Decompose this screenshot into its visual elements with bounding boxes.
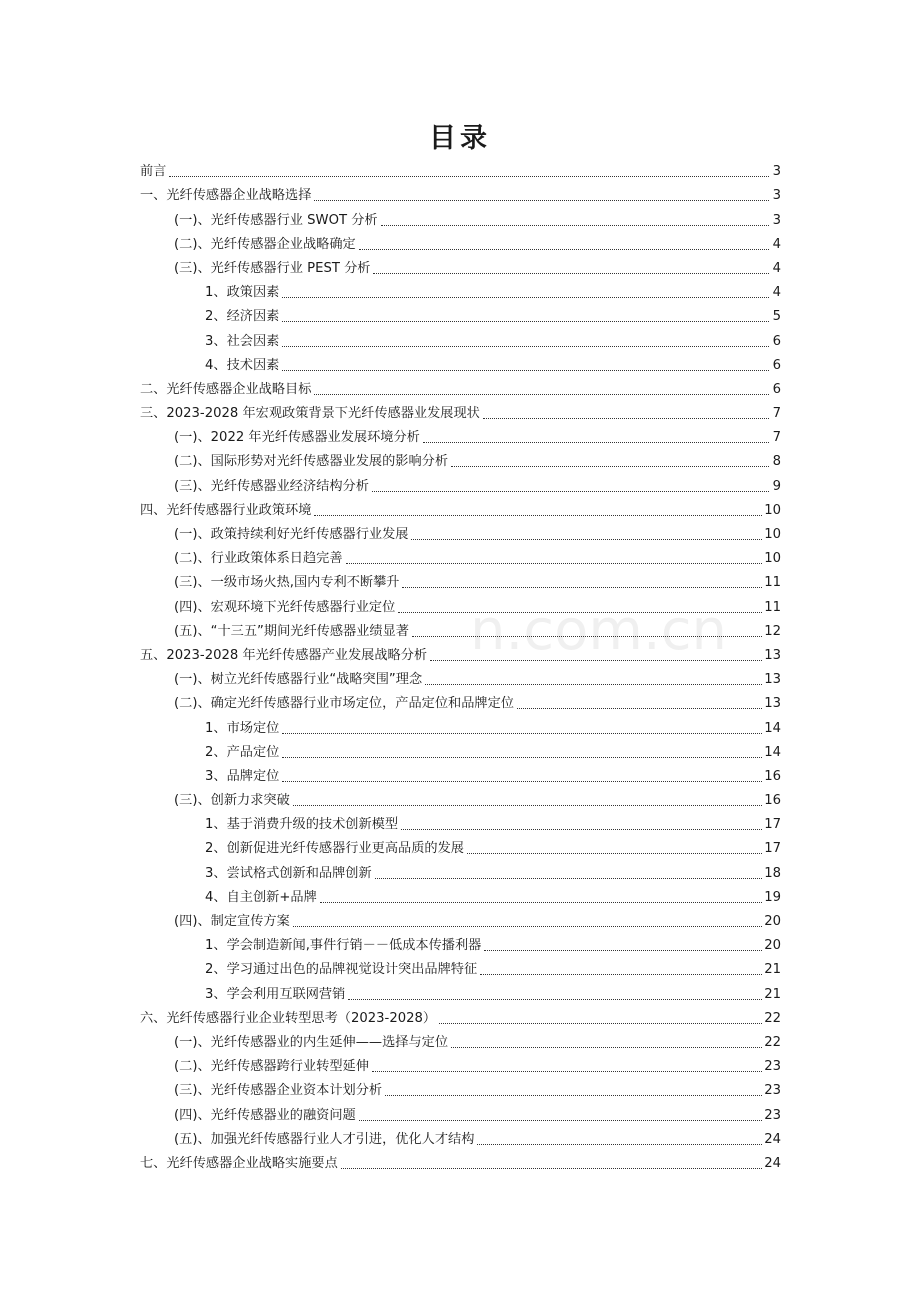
toc-entry-page-number: 11 — [764, 599, 781, 615]
toc-entry[interactable] — [140, 1075, 781, 1099]
toc-dot-leader — [402, 587, 762, 588]
toc-dot-leader — [372, 491, 769, 492]
toc-entry[interactable] — [140, 277, 781, 301]
toc-entry-page-number: 4 — [772, 285, 781, 301]
toc-entry-label: (五)、加强光纤传感器行业人才引进，优化人才结构 — [174, 1131, 475, 1147]
toc-dot-leader — [477, 1144, 762, 1145]
toc-dot-leader — [411, 539, 762, 540]
toc-dot-leader — [467, 853, 762, 854]
toc-entry-page-number: 24 — [764, 1155, 781, 1171]
toc-entry-label: (三)、光纤传感器行业 PEST 分析 — [174, 260, 371, 276]
toc-entry-page-number: 10 — [764, 551, 781, 567]
toc-entry[interactable] — [140, 906, 781, 930]
toc-entry[interactable] — [140, 664, 781, 688]
toc-entry-page-number: 5 — [772, 309, 781, 325]
toc-entry-page-number: 18 — [764, 865, 781, 881]
toc-entry[interactable] — [140, 543, 781, 567]
toc-entry-label: 前言 — [140, 164, 167, 180]
toc-entry[interactable] — [140, 616, 781, 640]
toc-entry[interactable] — [140, 422, 781, 446]
toc-dot-leader — [483, 418, 769, 419]
toc-entry-page-number: 10 — [764, 527, 781, 542]
toc-entry[interactable] — [140, 591, 781, 615]
toc-entry-page-number: 21 — [764, 986, 781, 1002]
toc-dot-leader — [423, 442, 769, 443]
toc-entry-page-number: 16 — [764, 768, 781, 784]
toc-entry-page-number: 17 — [764, 841, 781, 857]
toc-entry[interactable] — [140, 1003, 781, 1027]
toc-entry-label: 3、社会因素 — [205, 333, 280, 349]
toc-entry-page-number: 14 — [764, 720, 781, 736]
toc-dot-leader — [359, 249, 769, 250]
toc-dot-leader — [348, 999, 762, 1000]
toc-dot-leader — [430, 660, 762, 661]
toc-entry[interactable] — [140, 180, 781, 204]
toc-entry-label: (四)、制定宣传方案 — [174, 914, 290, 929]
toc-entry-page-number: 12 — [764, 623, 781, 639]
toc-entry-page-number: 3 — [772, 164, 781, 180]
toc-entry[interactable] — [140, 446, 781, 470]
toc-entry[interactable] — [140, 350, 781, 374]
toc-entry-page-number: 8 — [772, 454, 781, 470]
toc-entry[interactable] — [140, 833, 781, 857]
toc-entry-label: 一、光纤传感器企业战略选择 — [140, 188, 312, 204]
toc-entry-label: 三、2023-2028 年宏观政策背景下光纤传感器业发展现状 — [140, 406, 480, 422]
toc-entry-page-number: 13 — [764, 672, 781, 688]
toc-dot-leader — [169, 176, 769, 177]
toc-entry[interactable] — [140, 785, 781, 809]
toc-dot-leader — [282, 733, 762, 734]
toc-dot-leader — [398, 612, 762, 613]
watermark: n.com.cn — [470, 598, 727, 663]
toc-entry-page-number: 24 — [764, 1131, 781, 1147]
toc-entry-page-number: 6 — [772, 333, 781, 349]
toc-entry-label: (二)、确定光纤传感器行业市场定位，产品定位和品牌定位 — [174, 696, 514, 712]
toc-entry-page-number: 6 — [772, 381, 781, 397]
toc-entry-page-number: 23 — [764, 1059, 781, 1075]
toc-dot-leader — [282, 370, 769, 371]
toc-entry[interactable] — [140, 156, 781, 180]
toc-entry-label: (一)、光纤传感器行业 SWOT 分析 — [174, 212, 378, 228]
toc-entry[interactable] — [140, 519, 781, 543]
toc-entry-page-number: 20 — [764, 938, 781, 954]
toc-dot-leader — [341, 1168, 762, 1169]
toc-entry[interactable] — [140, 978, 781, 1002]
toc-entry[interactable] — [140, 1051, 781, 1075]
toc-entry[interactable] — [140, 1124, 781, 1148]
toc-entry-page-number: 17 — [764, 817, 781, 833]
toc-entry-label: 1、市场定位 — [205, 720, 280, 736]
toc-dot-leader — [314, 515, 762, 516]
toc-entry-page-number: 21 — [764, 962, 781, 978]
toc-entry[interactable] — [140, 398, 781, 422]
table-of-contents — [140, 156, 781, 1172]
toc-entry[interactable] — [140, 712, 781, 736]
toc-dot-leader — [451, 1047, 762, 1048]
toc-entry[interactable] — [140, 1148, 781, 1172]
toc-dot-leader — [346, 563, 763, 564]
toc-dot-leader — [314, 394, 769, 395]
toc-entry-label: (四)、宏观环境下光纤传感器行业定位 — [174, 599, 396, 615]
toc-entry-label: 4、自主创新+品牌 — [205, 889, 317, 905]
toc-entry-label: (一)、树立光纤传感器行业“战略突围”理念 — [174, 672, 423, 688]
toc-entry[interactable] — [140, 253, 781, 277]
toc-entry-label: (三)、创新力求突破 — [174, 793, 290, 809]
toc-dot-leader — [425, 684, 762, 685]
toc-entry-page-number: 13 — [764, 647, 781, 663]
toc-entry[interactable] — [140, 495, 781, 519]
toc-entry-label: (二)、行业政策体系日趋完善 — [174, 551, 343, 567]
toc-entry[interactable] — [140, 1099, 781, 1123]
toc-entry[interactable] — [140, 301, 781, 325]
toc-entry-label: (二)、光纤传感器跨行业转型延伸 — [174, 1059, 369, 1075]
toc-entry[interactable] — [140, 567, 781, 591]
toc-dot-leader — [401, 829, 762, 830]
toc-dot-leader — [375, 878, 763, 879]
toc-entry-label: (三)、光纤传感器业经济结构分析 — [174, 478, 369, 494]
toc-entry[interactable] — [140, 1027, 781, 1051]
toc-entry-page-number: 22 — [764, 1010, 781, 1026]
toc-entry-page-number: 19 — [764, 889, 781, 905]
toc-dot-leader — [451, 466, 769, 467]
toc-dot-leader — [412, 636, 762, 637]
toc-entry-page-number: 22 — [764, 1034, 781, 1050]
toc-entry-label: 2、学习通过出色的品牌视觉设计突出品牌特征 — [205, 962, 478, 978]
toc-entry-label: 1、学会制造新闻,事件行销－－低成本传播利器 — [205, 938, 482, 954]
toc-dot-leader — [372, 1071, 762, 1072]
toc-entry-label: (二)、国际形势对光纤传感器业发展的影响分析 — [174, 454, 449, 470]
toc-entry-label: (三)、光纤传感器企业资本计划分析 — [174, 1083, 383, 1099]
toc-dot-leader — [517, 708, 762, 709]
toc-dot-leader — [293, 926, 762, 927]
toc-entry-label: 4、技术因素 — [205, 357, 280, 373]
toc-title: 目录 — [429, 123, 491, 154]
toc-entry[interactable] — [140, 204, 781, 228]
toc-entry[interactable] — [140, 882, 781, 906]
toc-entry-page-number: 6 — [772, 357, 781, 373]
toc-entry-label: 3、学会利用互联网营销 — [205, 986, 346, 1002]
toc-dot-leader — [359, 1120, 762, 1121]
toc-entry[interactable] — [140, 737, 781, 761]
toc-entry-page-number: 9 — [772, 478, 781, 494]
toc-entry-label: (五)、“十三五”期间光纤传感器业绩显著 — [174, 623, 409, 639]
toc-entry-label: 2、经济因素 — [205, 309, 280, 325]
toc-entry-label: 五、2023-2028 年光纤传感器产业发展战略分析 — [140, 647, 428, 663]
toc-dot-leader — [314, 200, 769, 201]
toc-dot-leader — [439, 1023, 762, 1024]
toc-dot-leader — [282, 757, 762, 758]
toc-entry-page-number: 14 — [764, 744, 781, 760]
toc-entry[interactable] — [140, 229, 781, 253]
toc-entry-label: 七、光纤传感器企业战略实施要点 — [140, 1155, 338, 1171]
toc-entry-label: (四)、光纤传感器业的融资问题 — [174, 1107, 356, 1123]
toc-entry-page-number: 7 — [772, 430, 781, 446]
toc-dot-leader — [320, 902, 762, 903]
toc-entry[interactable] — [140, 640, 781, 664]
toc-dot-leader — [293, 805, 762, 806]
toc-entry[interactable] — [140, 761, 781, 785]
toc-entry-label: 2、创新促进光纤传感器行业更高品质的发展 — [205, 841, 464, 857]
toc-entry-page-number: 4 — [772, 260, 781, 276]
toc-entry-label: (三)、一级市场火热,国内专利不断攀升 — [174, 575, 400, 591]
toc-entry-label: (一)、2022 年光纤传感器业发展环境分析 — [174, 430, 420, 446]
toc-entry[interactable] — [140, 688, 781, 712]
toc-entry-label: 3、尝试格式创新和品牌创新 — [205, 865, 372, 881]
toc-dot-leader — [480, 974, 762, 975]
toc-entry-page-number: 10 — [764, 502, 781, 518]
toc-entry-page-number: 16 — [764, 793, 781, 809]
toc-entry-label: 二、光纤传感器企业战略目标 — [140, 381, 312, 397]
toc-entry[interactable] — [140, 470, 781, 494]
toc-dot-leader — [282, 321, 769, 322]
toc-dot-leader — [373, 273, 769, 274]
toc-entry-page-number: 7 — [772, 406, 781, 422]
toc-entry[interactable] — [140, 954, 781, 978]
toc-entry-label: 1、基于消费升级的技术创新模型 — [205, 817, 399, 833]
toc-entry-label: 四、光纤传感器行业政策环境 — [140, 502, 312, 518]
toc-entry-page-number: 23 — [764, 1107, 781, 1123]
toc-entry[interactable] — [140, 374, 781, 398]
toc-entry[interactable] — [140, 857, 781, 881]
toc-entry-label: 3、品牌定位 — [205, 768, 280, 784]
toc-entry-page-number: 23 — [764, 1083, 781, 1099]
toc-entry-page-number: 20 — [764, 914, 781, 929]
toc-dot-leader — [282, 781, 762, 782]
toc-entry-label: (一)、光纤传感器业的内生延伸——选择与定位 — [174, 1034, 449, 1050]
toc-entry[interactable] — [140, 325, 781, 349]
toc-entry[interactable] — [140, 809, 781, 833]
toc-dot-leader — [385, 1095, 762, 1096]
toc-entry-label: 1、政策因素 — [205, 285, 280, 301]
toc-entry[interactable] — [140, 930, 781, 954]
toc-entry-label: 六、光纤传感器行业企业转型思考（2023-2028） — [140, 1010, 437, 1026]
toc-dot-leader — [484, 950, 762, 951]
toc-entry-label: (二)、光纤传感器企业战略确定 — [174, 236, 356, 252]
toc-entry-page-number: 4 — [772, 236, 781, 252]
toc-dot-leader — [282, 346, 769, 347]
toc-dot-leader — [282, 297, 769, 298]
toc-dot-leader — [381, 225, 769, 226]
toc-entry-page-number: 11 — [764, 575, 781, 591]
toc-entry-label: 2、产品定位 — [205, 744, 280, 760]
toc-entry-label: (一)、政策持续利好光纤传感器行业发展 — [174, 527, 409, 542]
toc-entry-page-number: 3 — [772, 212, 781, 228]
toc-entry-page-number: 3 — [772, 188, 781, 204]
toc-entry-page-number: 13 — [764, 696, 781, 712]
